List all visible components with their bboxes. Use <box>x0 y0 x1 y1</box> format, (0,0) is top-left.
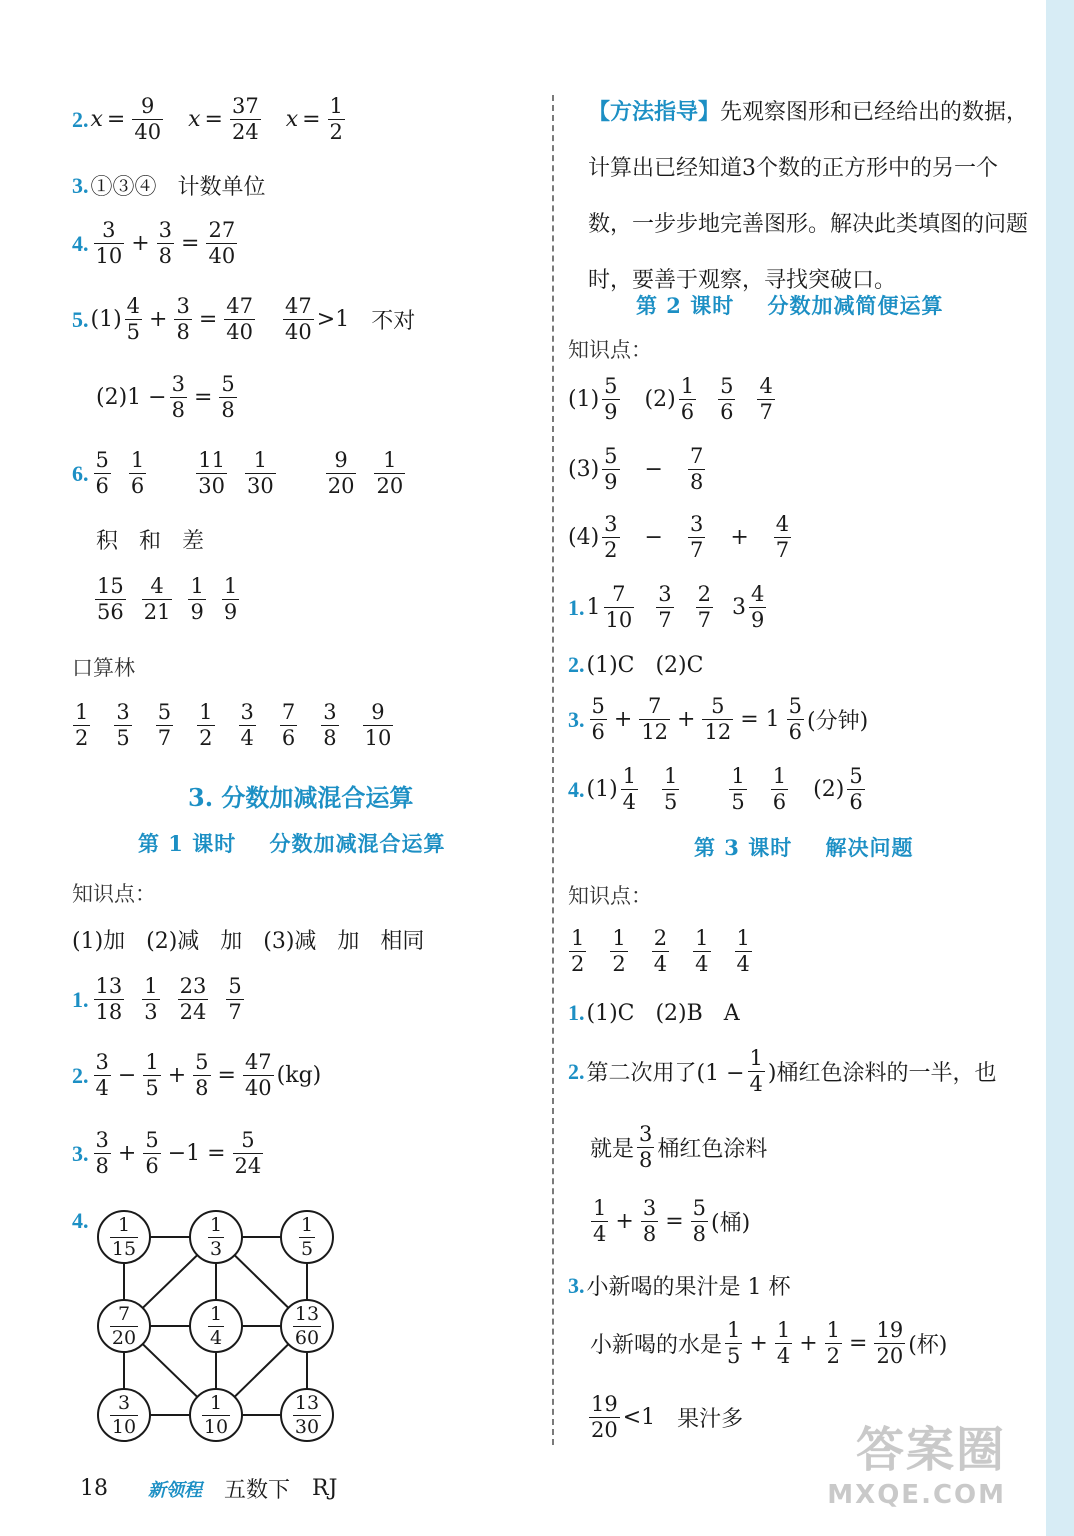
fraction: $\frac{1}{4}$ <box>749 1046 763 1096</box>
fraction: $\frac{1}{6}$ <box>772 764 787 814</box>
knowledge-2-row1: (1) $\frac{5}{9}$ (2) $\frac{1}{6}$ $\frac{5}{6}$ $\frac{4}{7}$ <box>568 374 773 424</box>
fraction: $\frac{4}{5}$ <box>126 294 141 344</box>
fraction: $\frac{1}{4}$ <box>736 926 750 976</box>
fraction: $\frac{9}{40}$ <box>134 94 162 144</box>
fraction: $\frac{5}{12}$ <box>704 694 732 744</box>
lesson-1-title: 第 1 课时 分数加减混合运算 <box>138 831 446 856</box>
graph-node: $\frac{1}{10}$ <box>189 1388 243 1442</box>
fraction: $\frac{1}{5}$ <box>664 764 678 814</box>
graph-node: $\frac{1}{4}$ <box>189 1299 243 1353</box>
lesson2-q4: 4. (1) $\frac{1}{4}$ $\frac{1}{5}$ $\frac{1}{5}$ $\frac{1}{6}$ (2) $\frac{5}{6}$ <box>568 764 863 814</box>
fraction: $\frac{3}{7}$ <box>689 512 704 562</box>
left-q5-part2: (2)1 − $\frac{3}{8}$ = $\frac{5}{8}$ <box>96 372 235 422</box>
fraction: $\frac{5}{6}$ <box>788 694 803 744</box>
fraction: $\frac{1}{2}$ <box>75 700 89 750</box>
left-q3: 3. ①③④ 计数单位 <box>72 172 266 200</box>
fraction: $\frac{5}{6}$ <box>145 1128 159 1178</box>
oral-calc-label: 口算林 <box>72 656 135 680</box>
fraction: $\frac{4}{7}$ <box>775 512 790 562</box>
subject: 五数下 <box>224 1478 291 1503</box>
fraction: $\frac{1}{6}$ <box>130 448 145 498</box>
fraction: $\frac{1}{2}$ <box>329 94 343 144</box>
graph-node: $\frac{13}{30}$ <box>280 1388 334 1442</box>
graph-node: $\frac{1}{5}$ <box>280 1210 334 1264</box>
page-footer <box>80 1473 337 1504</box>
knowledge-label-1: 知识点： <box>72 882 156 906</box>
fraction: $\frac{5}{8}$ <box>221 372 235 422</box>
fraction: $\frac{1}{5}$ <box>731 764 745 814</box>
fraction: $\frac{1}{9}$ <box>190 574 204 624</box>
fraction: $\frac{5}{8}$ <box>195 1050 209 1100</box>
fraction: $\frac{1}{2}$ <box>612 926 626 976</box>
fraction: $\frac{5}{8}$ <box>692 1196 706 1246</box>
fraction: $\frac{23}{24}$ <box>179 974 207 1024</box>
left-q6-row2: 积 和 差 <box>96 529 204 554</box>
fraction: $\frac{1}{20}$ <box>376 448 404 498</box>
fraction: $\frac{1}{4}$ <box>776 1318 791 1368</box>
fraction: $\frac{5}{24}$ <box>234 1128 262 1178</box>
lesson3-q3-line3: $\frac{19}{20}$ <1 果汁多 <box>591 1392 744 1442</box>
section-title: 3. 分数加减混合运算 <box>188 783 414 812</box>
fraction: $\frac{4}{7}$ <box>759 374 773 424</box>
fraction: $\frac{19}{20}$ <box>591 1392 618 1442</box>
lesson3-q3-line2: 小新喝的水是 $\frac{1}{5}$ + $\frac{1}{4}$ + $\frac{1}{2}$ = $\frac{19}{20}$ (杯) <box>590 1318 948 1368</box>
fraction: $\frac{1}{2}$ <box>826 1318 841 1368</box>
lesson1-q3: 3. $\frac{3}{8}$ + $\frac{5}{6}$ −1 = $\frac{5}{24}$ <box>72 1128 262 1178</box>
left-q6-row1: 6. $\frac{5}{6}$ $\frac{1}{6}$ $\frac{11}{30}$ $\frac{1}{30}$ $\frac{9}{20}$ $\frac{1}{20}$ <box>72 448 404 498</box>
fraction: $\frac{47}{40}$ <box>244 1050 272 1100</box>
fraction: $\frac{1}{6}$ <box>680 374 695 424</box>
lesson-2-title: 第 2 课时 分数加减简便运算 <box>636 293 944 318</box>
lesson1-q1: 1. $\frac{13}{18}$ $\frac{1}{3}$ $\frac{23}{24}$ $\frac{5}{7}$ <box>72 974 242 1024</box>
fraction: $\frac{37}{24}$ <box>231 94 259 144</box>
knowledge-answers-1: (1)加 (2)减 加 (3)减 加 相同 <box>72 929 425 954</box>
fraction: $\frac{4}{21}$ <box>143 574 171 624</box>
brand-logo: 新领程 <box>148 1479 202 1501</box>
graph-node: $\frac{1}{15}$ <box>97 1210 151 1264</box>
fraction: $\frac{4}{9}$ <box>750 582 765 632</box>
fraction: $\frac{2}{7}$ <box>697 582 711 632</box>
fraction: $\frac{3}{8}$ <box>158 218 173 268</box>
fraction: $\frac{3}{10}$ <box>95 218 123 268</box>
graph-node: $\frac{7}{20}$ <box>97 1299 151 1353</box>
lesson3-q1: 1. (1)C (2)B A <box>568 1000 740 1026</box>
lesson3-q3-line1: 3. 小新喝的果汁是 1 杯 <box>568 1272 791 1300</box>
fraction: $\frac{3}{8}$ <box>171 372 185 422</box>
method-guide: 【方法指导】先观察图形和已经给出的数据，计算出已经知道3个数的正方形中的另一个数，一步步地完善图形。解决此类填图的问题时，要善于观察，寻找突破口。 <box>588 99 1029 293</box>
fraction: $\frac{3}{2}$ <box>604 512 618 562</box>
fraction: $\frac{1}{4}$ <box>593 1196 607 1246</box>
fraction: $\frac{9}{20}$ <box>327 448 355 498</box>
fraction: $\frac{1}{2}$ <box>571 926 585 976</box>
fraction: $\frac{47}{40}$ <box>285 294 312 344</box>
lesson2-q3: 3. $\frac{5}{6}$ + $\frac{7}{12}$ + $\frac{5}{12}$ = 1 $\frac{5}{6}$ (分钟) <box>568 694 869 744</box>
fraction: $\frac{9}{10}$ <box>364 700 392 750</box>
fraction: $\frac{5}{7}$ <box>157 700 172 750</box>
lesson1-q4-number: 4. <box>72 1208 89 1233</box>
fraction: $\frac{3}{8}$ <box>176 294 190 344</box>
graph-node: $\frac{3}{10}$ <box>97 1388 151 1442</box>
knowledge-label-2: 知识点： <box>568 338 652 362</box>
fraction: $\frac{13}{18}$ <box>95 974 123 1024</box>
watermark: 答案圈 MXQE.COM <box>827 1422 1006 1510</box>
lesson1-q2: 2. $\frac{3}{4}$ − $\frac{1}{5}$ + $\frac{5}{8}$ = $\frac{47}{40}$ (kg) <box>72 1050 322 1100</box>
left-q5-part1: 5. (1) $\frac{4}{5}$ + $\frac{3}{8}$ = $\frac{47}{40}$ $\frac{47}{40}$ >1 不对 <box>72 294 416 344</box>
fraction: $\frac{3}{8}$ <box>95 1128 109 1178</box>
fraction: $\frac{3}{4}$ <box>240 700 254 750</box>
left-q2: 2. x = $\frac{9}{40}$ x = $\frac{37}{24}$ x = $\frac{1}{2}$ <box>72 94 343 144</box>
lesson2-q2: 2. (1)C (2)C <box>568 652 704 678</box>
fraction: $\frac{3}{8}$ <box>639 1122 653 1172</box>
page-number: 18 <box>80 1476 108 1501</box>
fraction: $\frac{3}{5}$ <box>116 700 130 750</box>
graph-node: $\frac{1}{3}$ <box>189 1210 243 1264</box>
knowledge-2-row4: (4) $\frac{3}{2}$ − $\frac{3}{7}$ + $\frac{4}{7}$ <box>568 512 790 562</box>
fraction: $\frac{5}{7}$ <box>228 974 242 1024</box>
fraction: $\frac{27}{40}$ <box>208 218 236 268</box>
lesson3-q2-line2: 就是 $\frac{3}{8}$ 桶红色涂料 <box>590 1122 768 1172</box>
fraction: $\frac{1}{30}$ <box>246 448 274 498</box>
lesson2-q1: 1. 1 $\frac{7}{10}$ $\frac{3}{7}$ $\frac{2}{7}$ 3 $\frac{4}{9}$ <box>568 582 765 632</box>
fraction: $\frac{5}{6}$ <box>720 374 734 424</box>
fraction: $\frac{15}{56}$ <box>97 574 124 624</box>
fraction: $\frac{1}{9}$ <box>223 574 238 624</box>
fraction: $\frac{7}{10}$ <box>605 582 633 632</box>
fraction: $\frac{7}{8}$ <box>689 444 704 494</box>
fraction: $\frac{1}{5}$ <box>727 1318 741 1368</box>
fraction: $\frac{2}{4}$ <box>653 926 668 976</box>
knowledge-2-row3: (3) $\frac{5}{9}$ − $\frac{7}{8}$ <box>568 444 704 494</box>
fraction: $\frac{5}{6}$ <box>95 448 109 498</box>
fraction: $\frac{1}{5}$ <box>145 1050 159 1100</box>
left-q4: 4. $\frac{3}{10}$ + $\frac{3}{8}$ = $\frac{27}{40}$ <box>72 218 236 268</box>
fraction: $\frac{3}{8}$ <box>642 1196 657 1246</box>
fraction: $\frac{7}{6}$ <box>281 700 296 750</box>
fraction: $\frac{5}{6}$ <box>849 764 863 814</box>
fraction: $\frac{7}{12}$ <box>641 694 669 744</box>
fraction: $\frac{19}{20}$ <box>876 1318 904 1368</box>
fraction: $\frac{3}{8}$ <box>323 700 337 750</box>
fraction: $\frac{3}{4}$ <box>95 1050 109 1100</box>
fraction: $\frac{1}{2}$ <box>199 700 213 750</box>
lesson-3-title: 第 3 课时 解决问题 <box>694 835 914 860</box>
edition: RJ <box>312 1476 338 1501</box>
graph-node: $\frac{13}{60}$ <box>280 1299 334 1353</box>
fraction: $\frac{1}{4}$ <box>695 926 709 976</box>
fraction: $\frac{11}{30}$ <box>198 448 225 498</box>
fraction: $\frac{5}{9}$ <box>604 374 618 424</box>
fraction: $\frac{5}{6}$ <box>591 694 605 744</box>
fraction: $\frac{1}{3}$ <box>144 974 158 1024</box>
knowledge-3-answers <box>566 928 755 975</box>
fraction: $\frac{3}{7}$ <box>658 582 672 632</box>
lesson3-q2-line3: $\frac{1}{4}$ + $\frac{3}{8}$ = $\frac{5}{8}$ (桶) <box>593 1196 751 1246</box>
fraction: $\frac{47}{40}$ <box>226 294 254 344</box>
knowledge-label-3: 知识点： <box>568 884 652 908</box>
lesson3-q2-line1: 2. 第二次用了(1 − $\frac{1}{4}$ )桶红色涂料的一半，也 <box>568 1046 997 1096</box>
fraction: $\frac{1}{4}$ <box>622 764 637 814</box>
fraction: $\frac{5}{9}$ <box>604 444 618 494</box>
